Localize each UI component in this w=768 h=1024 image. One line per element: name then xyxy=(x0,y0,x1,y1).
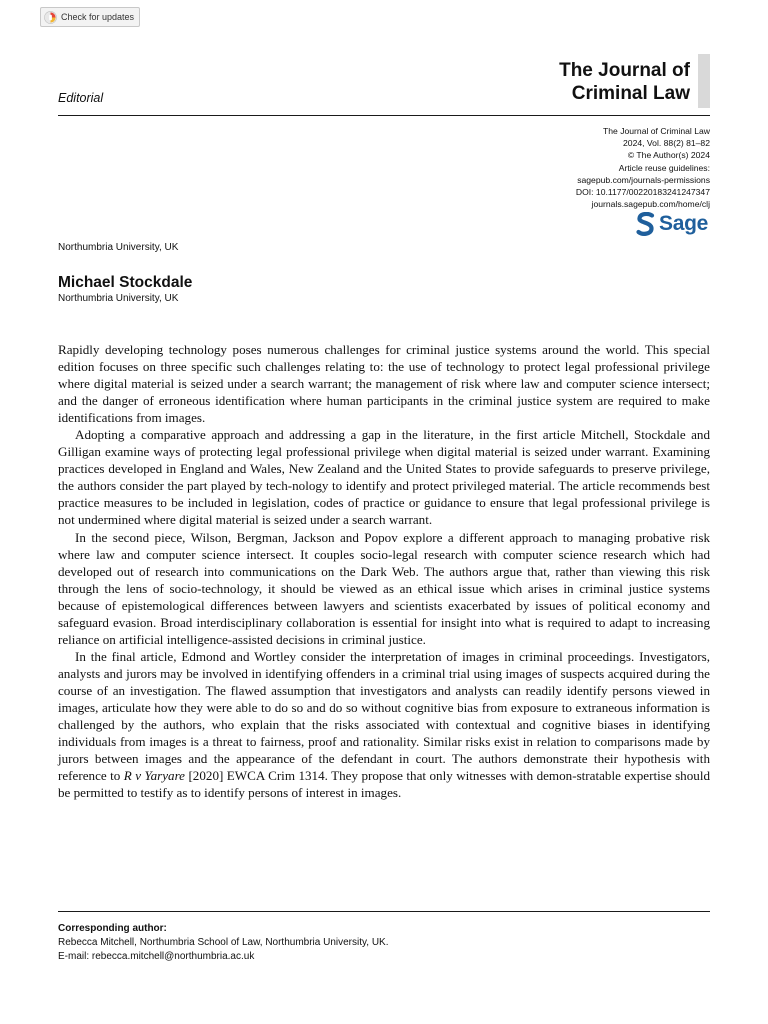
footnote-rule xyxy=(58,911,710,912)
sage-logo xyxy=(636,212,708,236)
footnote-email-line[interactable]: E-mail: rebecca.mitchell@northumbria.ac.uk xyxy=(58,951,255,962)
journal-title-bar xyxy=(698,54,710,108)
meta-volume: 2024, Vol. 88(2) 81–82 xyxy=(623,138,710,149)
meta-copyright: © The Author(s) 2024 xyxy=(627,150,710,161)
body-paragraph-3: In the second piece, Wilson, Bergman, Jackson and Popov explore a different approach to managing probative risk where law and computer science intersect. It couples socio-legal research with computer science research which had developed out of research into communications on the Dark Web. The authors argue that, rather than viewing this risk through the lens of socio-technology, it should be viewed as an ethical issue which arises in criminal justice systems because of epistemological differences between lawyers and scientists exacerbated by issues of political economy and safeguard evasion. Broad interdisciplinary collaboration is essential for insight into what is required to adapt to increasing reliance on artificial intelligence-assisted decisions in criminal justice. xyxy=(58,529,710,647)
paragraph-4-text-a: In the final article, Edmond and Wortley consider the interpretation of images in criminal proceedings. Investigators, analysts and jurors may be involved in identifying offenders in a criminal trial using images of suspects acquired during the course of an investigation. The flawed assumption that investigators and analysts can readily identify persons viewed in images, articulate how they were able to do so and do so without cognitive bias from exposure to extraneous information is challenged by the authors, who explain that the risks associated with contextual and cognitive biases in identifying individuals from images is a threat to fairness, proof and rationality. Similar risks exist in relation to comparisons made by jurors between images and the appearance of the defendant in court. The authors demonstrate their hypothesis with reference to xyxy=(58,648,710,784)
author-name: Michael Stockdale xyxy=(58,274,193,291)
footnote-author-line: Rebecca Mitchell, Northumbria School of Law, Northumbria University, UK. xyxy=(58,937,389,948)
journal-title-line-2: Criminal Law xyxy=(571,83,690,104)
top-affiliation: Northumbria University, UK xyxy=(58,242,179,253)
journal-title xyxy=(559,59,690,105)
sage-s-icon xyxy=(636,212,655,236)
header-rule xyxy=(58,115,710,116)
author-affiliation: Northumbria University, UK xyxy=(58,293,179,304)
section-label: Editorial xyxy=(58,91,104,105)
case-citation: R v Yaryare xyxy=(123,768,185,784)
check-updates-label: Check for updates xyxy=(61,12,135,22)
body-paragraph-4 xyxy=(58,648,710,801)
meta-reuse-link[interactable]: sagepub.com/journals-permissions xyxy=(577,174,710,185)
meta-journal-name: The Journal of Criminal Law xyxy=(603,126,710,136)
sage-wordmark: Sage xyxy=(659,212,708,235)
corresponding-author-footnote xyxy=(58,922,389,964)
article-metadata xyxy=(576,125,710,210)
meta-reuse-label: Article reuse guidelines: xyxy=(618,162,710,173)
paragraph-4-text-b: [2020] EWCA Crim 1314. They propose that only witnesses with demon-stratable expertise should be permitted to testify as to identify persons of interest in images. xyxy=(58,768,711,801)
article-body xyxy=(58,341,710,801)
check-updates-icon xyxy=(44,11,57,24)
body-paragraph-2: Adopting a comparative approach and addressing a gap in the literature, in the first article Mitchell, Stockdale and Gilligan examine ways of protecting legal professional privilege when digital material is seized under warrant. Examining practices developed in England and Wales, New Zealand and the United States to provide safeguards to preserve privilege, the authors consider the part played by tech-nology to identify and protect privileged material. The article recommends best practice measures to be included in legislation, codes of practice or guidance to ensure that legal professional privilege is not undermined where digital material is seized under a search warrant. xyxy=(58,427,710,528)
meta-doi[interactable]: DOI: 10.1177/00220183241247347 xyxy=(575,187,710,198)
journal-title-line-1: The Journal of xyxy=(559,60,690,81)
check-for-updates-button[interactable] xyxy=(40,7,140,27)
meta-journal-link[interactable]: journals.sagepub.com/home/clj xyxy=(591,199,710,210)
footnote-heading: Corresponding author: xyxy=(58,923,167,934)
body-paragraph-1: Rapidly developing technology poses numerous challenges for criminal justice systems around the world. This special edition focuses on three specific such challenges relating to: the use of technology to protect legal professional privilege where digital material is seized under a search warrant; the management of risk where law and computer science intersect; and the danger of erroneous identification where human participants in the criminal justice system are required to make identifications from images. xyxy=(58,342,710,426)
